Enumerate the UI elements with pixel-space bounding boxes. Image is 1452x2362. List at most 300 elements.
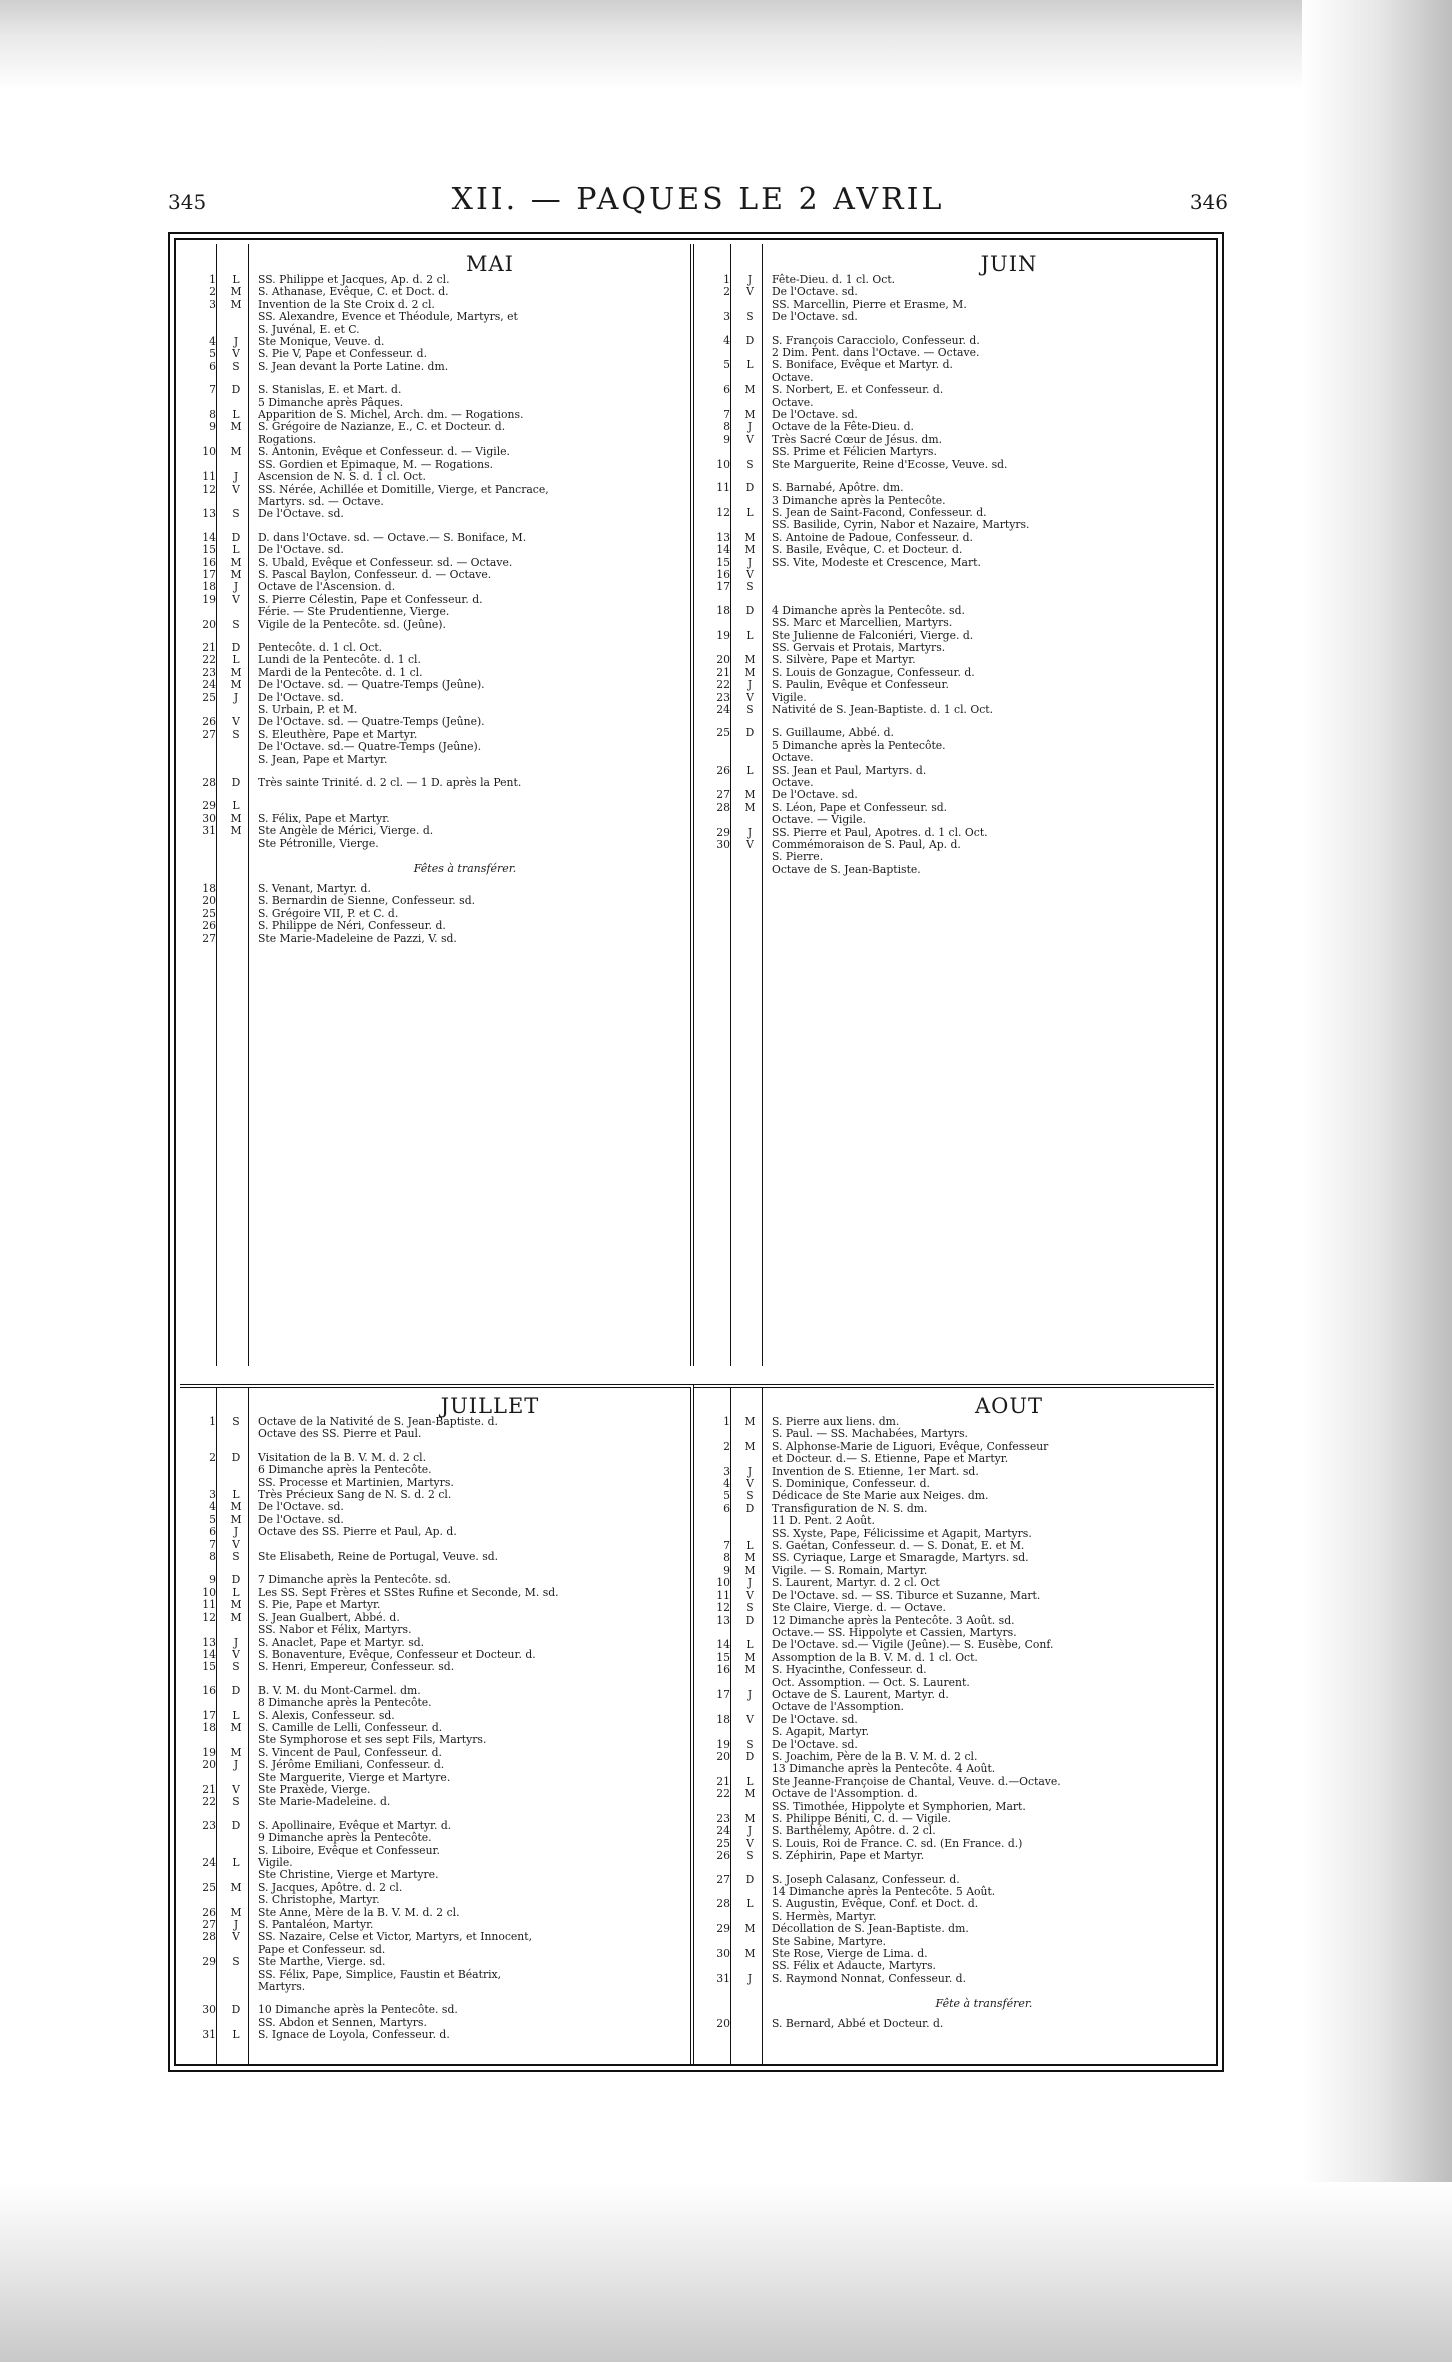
weekday-letter: V bbox=[746, 432, 754, 446]
feast-text: Mardi de la Pentecôte. d. 1 cl. bbox=[258, 665, 423, 679]
feast-text: S. Félix, Pape et Martyr. bbox=[258, 811, 390, 825]
day-number: 21 bbox=[716, 1774, 730, 1788]
feast-text: Apparition de S. Michel, Arch. dm. — Rogations. bbox=[258, 408, 524, 422]
day-number: 29 bbox=[716, 1922, 730, 1936]
day-number: 18 bbox=[716, 1712, 730, 1726]
day-number: 3 bbox=[723, 310, 730, 324]
feast-text: S. Philippe de Néri, Confesseur. d. bbox=[258, 919, 446, 933]
weekday-letter: J bbox=[747, 1464, 753, 1478]
feast-text: S. Ubald, Evêque et Confesseur. sd. — Octave. bbox=[258, 555, 513, 569]
weekday-letter: S bbox=[746, 1489, 754, 1503]
day-number: 21 bbox=[716, 665, 730, 679]
day-row bbox=[190, 581, 680, 593]
weekday-letter: V bbox=[746, 1712, 754, 1726]
feast-text: S. Zéphirin, Pape et Martyr. bbox=[772, 1849, 925, 1863]
feast-text: De l'Octave. sd. bbox=[772, 408, 858, 422]
day-number: 31 bbox=[202, 824, 216, 838]
transfer-title: Fêtes à transférer. bbox=[413, 862, 517, 876]
weekday-letter: M bbox=[744, 653, 756, 667]
page-title: XII. — PAQUES LE 2 AVRIL bbox=[451, 182, 945, 217]
weekday-letter: S bbox=[746, 580, 754, 594]
day-number: 11 bbox=[202, 1598, 216, 1612]
weekday-letter: J bbox=[233, 690, 239, 704]
weekday-letter: L bbox=[746, 1897, 754, 1911]
day-number: 23 bbox=[716, 690, 730, 704]
feast-text: S. Bernardin de Sienne, Confesseur. sd. bbox=[258, 894, 476, 908]
day-row bbox=[704, 1416, 1204, 1441]
feast-text: S. Ignace de Loyola, Confesseur. d. bbox=[258, 2028, 450, 2042]
feast-text: S. Alphonse-Marie de Liguori, Evêque, Confesseur et Docteur. d.— S. Etienne, Pape et Martyr. bbox=[772, 1439, 1049, 1466]
feast-text: Très Précieux Sang de N. S. d. 2 cl. bbox=[258, 1488, 452, 1502]
weekday-letter: V bbox=[746, 1836, 754, 1850]
weekday-letter: J bbox=[233, 1758, 239, 1772]
column-divider bbox=[730, 1388, 731, 2064]
weekday-letter: M bbox=[744, 1415, 756, 1428]
day-number: 23 bbox=[202, 665, 216, 679]
day-number: 4 bbox=[723, 1477, 730, 1491]
day-number: 28 bbox=[202, 1930, 216, 1944]
day-number: 10 bbox=[202, 1585, 216, 1599]
day-number: 7 bbox=[209, 383, 216, 397]
day-number: 12 bbox=[716, 1601, 730, 1615]
feast-text: De l'Octave. sd. bbox=[772, 788, 858, 802]
feast-text: Ste Monique, Veuve. d. bbox=[258, 335, 385, 349]
weekday-letter: V bbox=[746, 1588, 754, 1602]
weekday-letter: J bbox=[747, 825, 753, 839]
weekday-letter: V bbox=[232, 592, 240, 606]
day-row bbox=[704, 1689, 1204, 1714]
day-row bbox=[190, 1685, 680, 1710]
feast-text: D. dans l'Octave. sd. — Octave.— S. Boniface, M. bbox=[258, 530, 527, 544]
weekday-letter: V bbox=[232, 1537, 240, 1551]
day-number: 29 bbox=[716, 825, 730, 839]
day-row bbox=[190, 1931, 680, 1956]
day-number: 19 bbox=[716, 628, 730, 642]
day-number: 1 bbox=[723, 273, 730, 286]
day-row bbox=[190, 1501, 680, 1513]
day-number: 10 bbox=[202, 445, 216, 459]
weekday-letter: J bbox=[747, 1687, 753, 1701]
weekday-letter: V bbox=[232, 1930, 240, 1944]
weekday-letter: J bbox=[233, 1525, 239, 1539]
weekday-letter: D bbox=[231, 1573, 241, 1587]
day-number: 17 bbox=[716, 580, 730, 594]
weekday-letter: M bbox=[230, 1880, 242, 1894]
day-number: 6 bbox=[209, 359, 216, 373]
feast-text: S. Venant, Martyr. d. bbox=[258, 882, 371, 896]
day-row bbox=[704, 557, 1204, 569]
column-divider bbox=[762, 244, 763, 1366]
feast-text: S. Barnabé, Apôtre. dm. 3 Dimanche après la Pentecôte. bbox=[772, 481, 946, 507]
day-number: 22 bbox=[716, 1787, 730, 1801]
weekday-letter: J bbox=[747, 1576, 753, 1590]
feast-text: S. Philippe Béniti, C. d. — Vigile. bbox=[772, 1812, 951, 1825]
day-number: 25 bbox=[716, 726, 730, 740]
page-number-right: 346 bbox=[1189, 190, 1228, 214]
feast-text: S. Boniface, Evêque et Martyr. d. Octave. bbox=[772, 358, 953, 384]
day-number: 24 bbox=[716, 1824, 730, 1838]
day-row bbox=[190, 361, 680, 373]
day-number: 2 bbox=[723, 285, 730, 299]
scan-edge-top bbox=[0, 0, 1452, 90]
day-number: 2 bbox=[723, 1439, 730, 1453]
weekday-letter: M bbox=[744, 530, 756, 544]
feast-text: Très sainte Trinité. d. 2 cl. — 1 D. après la Pent. bbox=[258, 776, 522, 790]
day-row bbox=[190, 1599, 680, 1611]
day-row bbox=[190, 1574, 680, 1586]
weekday-letter: D bbox=[231, 383, 241, 397]
day-number: 4 bbox=[209, 1500, 216, 1514]
day-row bbox=[190, 716, 680, 728]
day-row bbox=[190, 679, 680, 691]
day-number: 22 bbox=[202, 1795, 216, 1809]
weekday-letter: L bbox=[746, 1774, 754, 1788]
day-number: 19 bbox=[202, 592, 216, 606]
weekday-letter: D bbox=[745, 481, 755, 495]
day-row bbox=[704, 459, 1204, 471]
day-row bbox=[704, 1615, 1204, 1640]
month-title: MAI bbox=[466, 252, 514, 276]
feast-text: Ste Marguerite, Reine d'Ecosse, Veuve. sd. bbox=[772, 457, 1008, 471]
feast-text: Les SS. Sept Frères et SStes Rufine et Seconde, M. sd. bbox=[258, 1585, 559, 1599]
weekday-letter: L bbox=[746, 1638, 754, 1652]
day-row bbox=[190, 544, 680, 556]
day-number: 25 bbox=[202, 690, 216, 704]
weekday-letter: M bbox=[744, 1439, 756, 1453]
day-number: 26 bbox=[716, 1849, 730, 1863]
day-number: 28 bbox=[202, 776, 216, 790]
day-row bbox=[704, 544, 1204, 556]
day-row bbox=[190, 619, 680, 631]
feast-text: S. François Caracciolo, Confesseur. d. 2 Dim. Pent. dans l'Octave. — Octave. bbox=[772, 333, 980, 360]
day-number: 18 bbox=[202, 882, 216, 896]
weekday-letter: L bbox=[746, 763, 754, 777]
feast-text: S. Pascal Baylon, Confesseur. d. — Octave. bbox=[258, 567, 492, 581]
feast-text: De l'Octave. sd. bbox=[258, 1512, 344, 1526]
weekday-letter: L bbox=[232, 1856, 240, 1869]
feast-text: S. Basile, Evêque, C. et Docteur. d. bbox=[772, 543, 963, 557]
day-number: 26 bbox=[202, 919, 216, 933]
weekday-letter: V bbox=[746, 567, 754, 581]
feast-text: S. Léon, Pape et Confesseur. sd. Octave. — Vigile. bbox=[772, 800, 948, 827]
day-number: 30 bbox=[716, 1947, 730, 1961]
feast-text: S. Louis, Roi de France. C. sd. (En France. d.) bbox=[772, 1836, 1023, 1850]
weekday-letter: L bbox=[746, 1539, 754, 1553]
day-row bbox=[190, 2004, 680, 2029]
day-number: 11 bbox=[202, 470, 216, 484]
feast-text: S. Louis de Gonzague, Confesseur. d. bbox=[772, 665, 975, 679]
day-row bbox=[704, 802, 1204, 827]
day-number: 8 bbox=[209, 408, 216, 422]
feast-text: Vigile. Ste Christine, Vierge et Martyre. bbox=[258, 1856, 439, 1882]
day-number: 1 bbox=[209, 1415, 216, 1428]
day-number: 20 bbox=[716, 2017, 730, 2031]
month-block-mai bbox=[180, 244, 694, 1366]
weekday-letter: D bbox=[745, 603, 755, 617]
weekday-letter: L bbox=[232, 1488, 240, 1502]
weekday-letter: M bbox=[744, 383, 756, 397]
day-number: 13 bbox=[716, 530, 730, 544]
day-number: 12 bbox=[202, 1610, 216, 1624]
weekday-letter: M bbox=[744, 1787, 756, 1801]
day-row bbox=[704, 1441, 1204, 1466]
feast-text: Ste Elisabeth, Reine de Portugal, Veuve. sd. bbox=[258, 1550, 499, 1564]
day-number: 31 bbox=[716, 1971, 730, 1985]
day-row bbox=[190, 1526, 680, 1538]
day-row bbox=[704, 727, 1204, 764]
day-number: 16 bbox=[716, 1663, 730, 1677]
weekday-letter: L bbox=[232, 1708, 240, 1722]
day-row bbox=[190, 800, 680, 812]
day-row bbox=[190, 508, 680, 520]
weekday-letter: D bbox=[745, 333, 755, 347]
day-number: 16 bbox=[202, 555, 216, 569]
weekday-letter: D bbox=[231, 640, 241, 654]
feast-text: S. Vincent de Paul, Confesseur. d. bbox=[258, 1745, 442, 1759]
day-row bbox=[704, 1948, 1204, 1973]
day-row bbox=[190, 1882, 680, 1907]
calendar-frame bbox=[168, 232, 1224, 2072]
weekday-letter: M bbox=[744, 1812, 756, 1825]
day-row bbox=[190, 1661, 680, 1673]
day-row bbox=[190, 286, 680, 298]
day-row bbox=[704, 335, 1204, 360]
weekday-letter: M bbox=[230, 555, 242, 569]
weekday-letter: M bbox=[744, 1650, 756, 1664]
weekday-letter: S bbox=[746, 703, 754, 716]
day-row bbox=[704, 839, 1204, 876]
day-number: 30 bbox=[202, 2003, 216, 2017]
day-row bbox=[704, 704, 1204, 716]
month-block-juin bbox=[694, 244, 1214, 1366]
day-row bbox=[704, 1602, 1204, 1614]
weekday-letter: J bbox=[747, 1971, 753, 1985]
feast-text: De l'Octave. sd.— Vigile (Jeûne).— S. Eusèbe, Conf. bbox=[772, 1638, 1054, 1652]
feast-text: S. Pie V, Pape et Confesseur. d. bbox=[258, 347, 428, 361]
weekday-letter: M bbox=[230, 665, 242, 679]
feast-text: Ste Angèle de Mérici, Vierge. d. Ste Pétronille, Vierge. bbox=[258, 824, 434, 850]
feast-text: Vigile de la Pentecôte. sd. (Jeûne). bbox=[258, 617, 446, 631]
weekday-letter: M bbox=[744, 543, 756, 557]
weekday-letter: M bbox=[230, 1610, 242, 1624]
feast-text: S. Pie, Pape et Martyr. bbox=[258, 1598, 381, 1612]
weekday-letter: M bbox=[230, 1598, 242, 1612]
weekday-letter: J bbox=[747, 1824, 753, 1838]
weekday-letter: V bbox=[746, 285, 754, 299]
feast-text: S. Pierre aux liens. dm. S. Paul. — SS. Machabées, Martyrs. bbox=[772, 1415, 968, 1441]
day-number: 25 bbox=[202, 1880, 216, 1894]
day-row bbox=[190, 825, 680, 850]
weekday-letter: D bbox=[231, 530, 241, 544]
day-number: 14 bbox=[716, 543, 730, 557]
feast-text: Ste Rose, Vierge de Lima. d. SS. Félix et Adaucte, Martyrs. bbox=[772, 1947, 936, 1973]
feast-text: S. Raymond Nonnat, Confesseur. d. bbox=[772, 1971, 967, 1985]
feast-text: Ste Claire, Vierge. d. — Octave. bbox=[772, 1601, 946, 1615]
weekday-letter: V bbox=[232, 1782, 240, 1796]
feast-text: Transfiguration de N. S. dm. 11 D. Pent. 2 Août. SS. Xyste, Pape, Félicissime et Agapit, Martyrs. bbox=[772, 1501, 1032, 1540]
feast-text: Ste Marthe, Vierge. sd. SS. Félix, Pape, Simplice, Faustin et Béatrix, Martyrs. bbox=[258, 1955, 502, 1994]
day-row bbox=[190, 1820, 680, 1857]
feast-text: S. Antonin, Evêque et Confesseur. d. — Vigile. SS. Gordien et Epimaque, M. — Rogations. bbox=[258, 445, 510, 471]
weekday-letter: M bbox=[744, 665, 756, 679]
feast-text: SS. Philippe et Jacques, Ap. d. 2 cl. bbox=[258, 273, 450, 286]
day-number: 22 bbox=[202, 653, 216, 667]
feast-text: S. Guillaume, Abbé. d. 5 Dimanche après la Pentecôte. Octave. bbox=[772, 726, 946, 765]
feast-text: S. Athanase, Evêque, C. et Doct. d. bbox=[258, 285, 449, 299]
weekday-letter: S bbox=[746, 1601, 754, 1615]
weekday-letter: M bbox=[230, 811, 242, 825]
day-number: 6 bbox=[209, 1525, 216, 1539]
column-divider bbox=[762, 1388, 763, 2064]
column-divider bbox=[248, 1388, 249, 2064]
day-number: 5 bbox=[209, 347, 216, 361]
feast-text: 7 Dimanche après la Pentecôte. sd. bbox=[258, 1573, 451, 1587]
day-row bbox=[704, 1923, 1204, 1948]
feast-text: S. Grégoire de Nazianze, E., C. et Docteur. d. Rogations. bbox=[258, 420, 506, 446]
weekday-letter: J bbox=[747, 678, 753, 692]
day-number: 22 bbox=[716, 678, 730, 692]
day-row bbox=[704, 311, 1204, 323]
weekday-letter: J bbox=[233, 1635, 239, 1649]
feast-text: S. Bonaventure, Evêque, Confesseur et Docteur. d. bbox=[258, 1647, 536, 1661]
day-number: 12 bbox=[716, 505, 730, 519]
weekday-letter: M bbox=[744, 800, 756, 814]
weekday-letter: L bbox=[232, 543, 240, 557]
feast-text: Décollation de S. Jean-Baptiste. dm. Ste Sabine, Martyre. bbox=[772, 1922, 969, 1948]
day-number: 19 bbox=[202, 1745, 216, 1759]
day-row bbox=[704, 1850, 1204, 1862]
day-number: 29 bbox=[202, 799, 216, 813]
weekday-letter: J bbox=[747, 273, 753, 286]
feast-text: De l'Octave. sd. bbox=[258, 543, 344, 557]
feast-text: SS. Jean et Paul, Martyrs. d. Octave. bbox=[772, 763, 927, 790]
day-number: 26 bbox=[202, 715, 216, 729]
feast-text: S. Stanislas, E. et Mart. d. 5 Dimanche après Pâques. bbox=[258, 383, 404, 409]
feast-text: De l'Octave. sd. — Quatre-Temps (Jeûne). bbox=[258, 715, 485, 729]
day-number: 31 bbox=[202, 2028, 216, 2042]
feast-text: SS. Cyriaque, Large et Smaragde, Martyrs. sd. bbox=[772, 1551, 1029, 1565]
day-number: 2 bbox=[209, 285, 216, 299]
day-number: 24 bbox=[716, 703, 730, 716]
day-number: 1 bbox=[209, 273, 216, 286]
day-row bbox=[704, 1898, 1204, 1923]
feast-text: Lundi de la Pentecôte. d. 1 cl. bbox=[258, 653, 421, 667]
feast-text: Dédicace de Ste Marie aux Neiges. dm. bbox=[772, 1489, 989, 1503]
day-row bbox=[190, 348, 680, 360]
day-row bbox=[190, 2029, 680, 2041]
day-number: 16 bbox=[202, 1683, 216, 1697]
day-number: 13 bbox=[202, 1635, 216, 1649]
feast-text: SS. Nazaire, Celse et Victor, Martyrs, et Innocent, Pape et Confesseur. sd. bbox=[258, 1930, 533, 1956]
day-number: 8 bbox=[723, 420, 730, 434]
feast-text: 4 Dimanche après la Pentecôte. sd. SS. Marc et Marcellien, Martyrs. bbox=[772, 603, 965, 630]
feast-text: S. Alexis, Confesseur. sd. bbox=[258, 1708, 395, 1722]
column-divider bbox=[248, 244, 249, 1366]
day-row bbox=[704, 1503, 1204, 1540]
day-number: 27 bbox=[202, 727, 216, 741]
feast-text: S. Barthélemy, Apôtre. d. 2 cl. bbox=[772, 1824, 936, 1838]
day-number: 26 bbox=[202, 1905, 216, 1919]
day-number: 4 bbox=[723, 333, 730, 347]
feast-text: B. V. M. du Mont-Carmel. dm. 8 Dimanche après la Pentecôte. bbox=[258, 1683, 432, 1710]
feast-text: S. Eleuthère, Pape et Martyr. De l'Octave. sd.— Quatre-Temps (Jeûne). S. Jean, Pape et Martyr. bbox=[258, 727, 482, 766]
day-row bbox=[704, 789, 1204, 801]
feast-text: 10 Dimanche après la Pentecôte. sd. SS. Abdon et Sennen, Martyrs. bbox=[258, 2003, 458, 2029]
day-row bbox=[190, 594, 680, 619]
weekday-letter: J bbox=[233, 1918, 239, 1932]
weekday-letter: M bbox=[744, 1663, 756, 1677]
day-row bbox=[704, 1714, 1204, 1739]
day-number: 18 bbox=[202, 580, 216, 594]
day-row bbox=[704, 1490, 1204, 1502]
day-row bbox=[704, 1788, 1204, 1813]
weekday-letter: M bbox=[230, 567, 242, 581]
feast-text: SS. Pierre et Paul, Apotres. d. 1 cl. Oct. bbox=[772, 825, 988, 839]
feast-text: De l'Octave. sd. S. Urbain, P. et M. bbox=[258, 690, 358, 716]
feast-text: Très Sacré Cœur de Jésus. dm. SS. Prime et Félicien Martyrs. bbox=[772, 432, 943, 459]
feast-text: Ste Praxède, Vierge. bbox=[258, 1782, 371, 1796]
day-number: 26 bbox=[716, 763, 730, 777]
day-number: 3 bbox=[209, 1488, 216, 1502]
day-row bbox=[190, 299, 680, 336]
day-number: 20 bbox=[716, 1749, 730, 1763]
weekday-letter: V bbox=[232, 715, 240, 729]
feast-text: S. Hyacinthe, Confesseur. d. Oct. Assomption. — Oct. S. Laurent. bbox=[772, 1663, 970, 1689]
feast-text: Octave des SS. Pierre et Paul, Ap. d. bbox=[258, 1525, 457, 1539]
scan-edge-bottom bbox=[0, 2182, 1452, 2362]
day-number: 15 bbox=[202, 1660, 216, 1674]
weekday-letter: S bbox=[746, 1849, 754, 1863]
day-row bbox=[190, 1551, 680, 1563]
weekday-letter: V bbox=[746, 838, 754, 852]
feast-text: S. Antoine de Padoue, Confesseur. d. bbox=[772, 530, 973, 544]
day-row bbox=[704, 1664, 1204, 1689]
day-number: 9 bbox=[723, 432, 730, 446]
day-number: 19 bbox=[716, 1737, 730, 1751]
feast-text: S. Joseph Calasanz, Confesseur. d. 14 Dimanche après la Pentecôte. 5 Août. bbox=[772, 1872, 996, 1899]
weekday-letter: M bbox=[744, 1563, 756, 1577]
weekday-letter: V bbox=[232, 1647, 240, 1661]
day-row bbox=[704, 765, 1204, 790]
weekday-letter: J bbox=[233, 470, 239, 484]
weekday-letter: D bbox=[231, 2003, 241, 2017]
day-number: 5 bbox=[209, 1512, 216, 1526]
feast-text: SS. Vite, Modeste et Crescence, Mart. bbox=[772, 555, 981, 569]
feast-text: S. Grégoire VII, P. et C. d. bbox=[258, 906, 399, 920]
feast-text: S. Jean Gualbert, Abbé. d. SS. Nabor et Félix, Martyrs. bbox=[258, 1610, 412, 1637]
weekday-letter: D bbox=[231, 776, 241, 790]
day-number: 30 bbox=[202, 811, 216, 825]
day-number: 25 bbox=[716, 1836, 730, 1850]
weekday-letter: M bbox=[230, 678, 242, 692]
weekday-letter: M bbox=[230, 297, 242, 311]
weekday-letter: S bbox=[232, 1550, 240, 1564]
column-divider bbox=[730, 244, 731, 1366]
weekday-letter: L bbox=[232, 799, 240, 813]
day-row bbox=[704, 421, 1204, 433]
feast-text: Invention de S. Etienne, 1er Mart. sd. bbox=[772, 1464, 979, 1478]
month-title: AOUT bbox=[974, 1394, 1044, 1418]
day-number: 27 bbox=[716, 1872, 730, 1886]
day-number: 2 bbox=[209, 1450, 216, 1464]
feast-text: De l'Octave. sd. bbox=[772, 1737, 858, 1751]
day-number: 20 bbox=[202, 894, 216, 908]
weekday-letter: L bbox=[746, 358, 754, 372]
day-number: 20 bbox=[716, 653, 730, 667]
day-number: 8 bbox=[723, 1551, 730, 1565]
weekday-letter: S bbox=[232, 617, 240, 631]
transfer-list bbox=[704, 2018, 1204, 2030]
